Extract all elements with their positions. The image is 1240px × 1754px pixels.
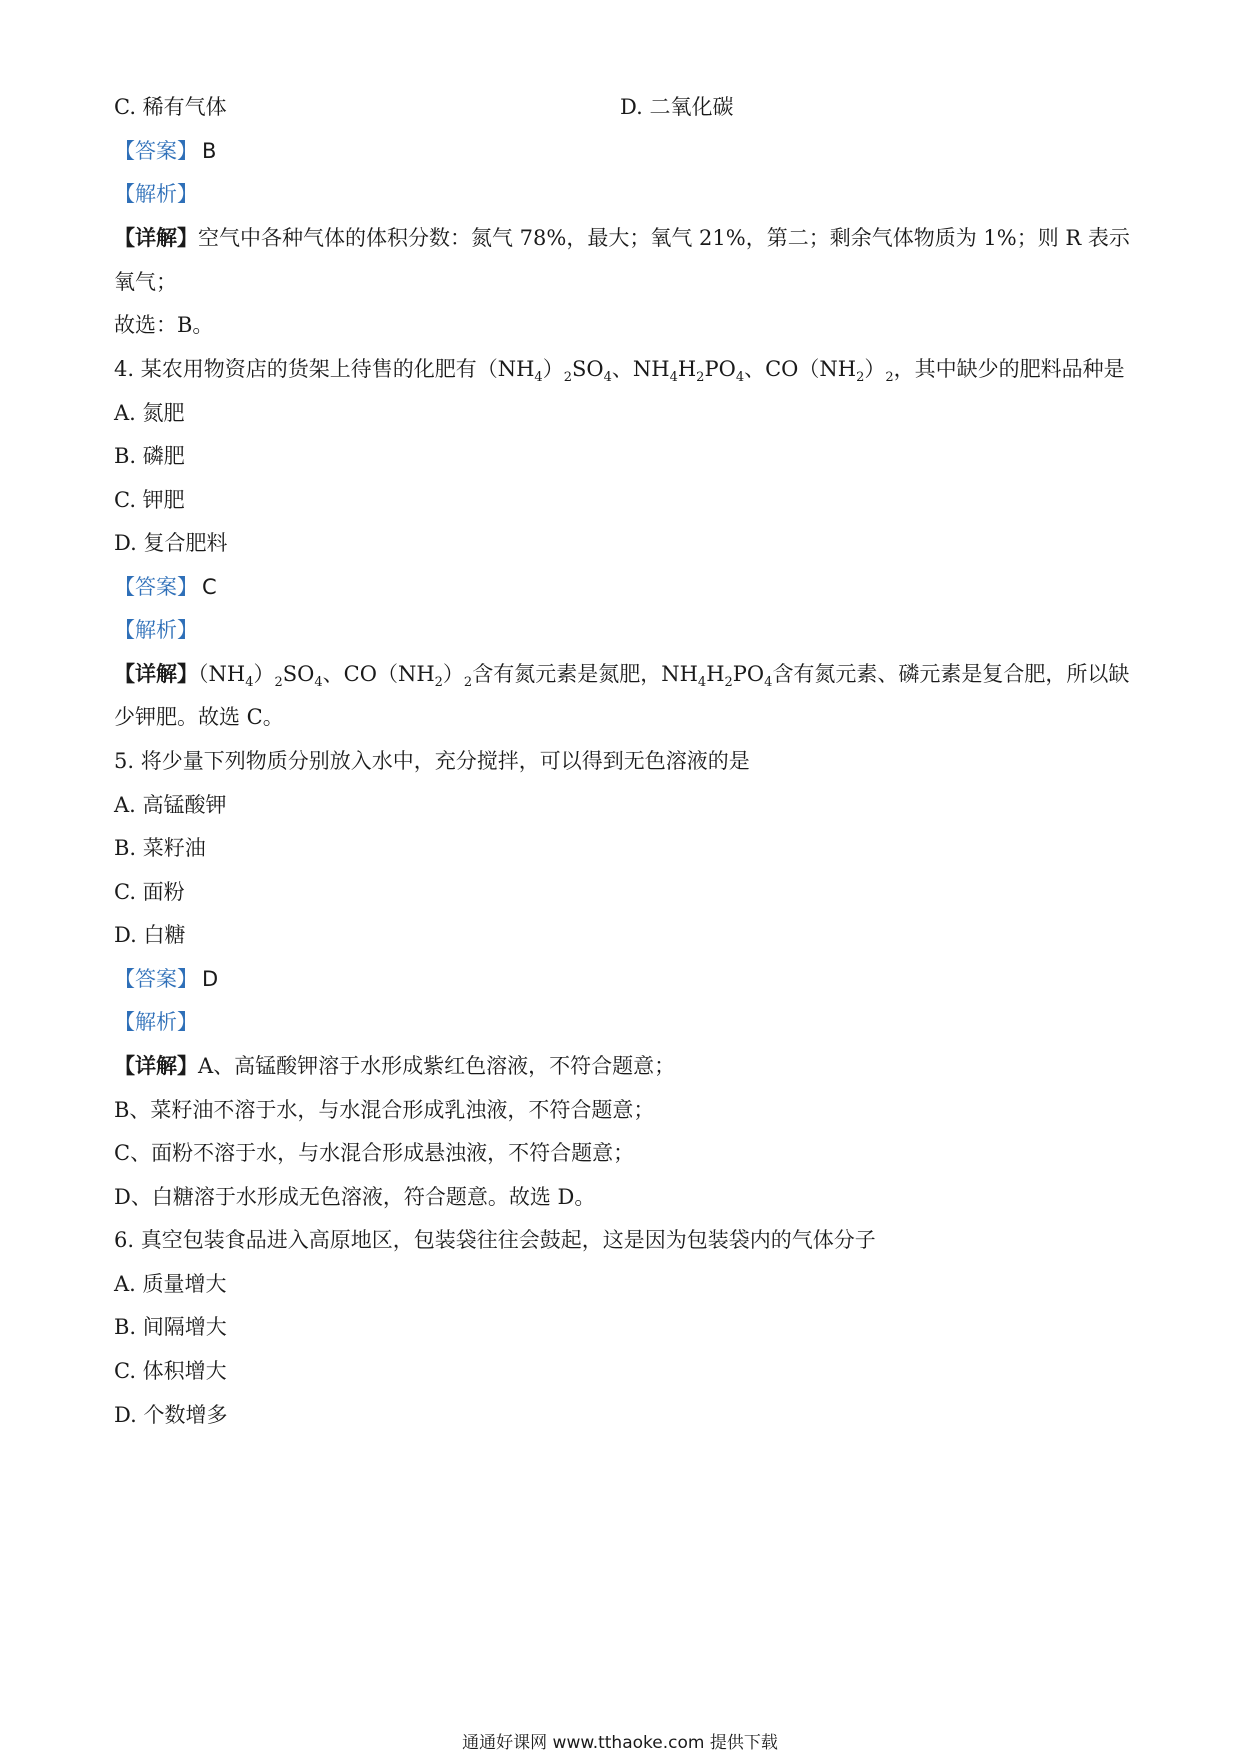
subscript: 4: [697, 675, 707, 691]
answer-tag: 【答案】: [114, 575, 198, 599]
detail-text: 、CO（NH: [322, 662, 435, 686]
q3-option-d: D. 二氧化碳: [620, 95, 734, 119]
detail-text: PO: [732, 662, 765, 686]
q6-option-d: D. 个数增多: [114, 1403, 228, 1427]
q4-option-a: A. 氮肥: [114, 401, 185, 425]
q4-option-b: B. 磷肥: [114, 444, 185, 468]
q3-answer: [114, 137, 216, 165]
page-footer: 通通好课网 www.tthaoke.com 提供下载: [462, 1733, 778, 1753]
stem-text: 、NH: [611, 357, 670, 381]
q5-detail-line-2: B、菜籽油不溶于水，与水混合形成乳浊液，不符合题意；: [114, 1098, 655, 1122]
detail-text: ）: [442, 662, 464, 686]
q3-detail-line-1: [114, 224, 1130, 252]
q3-option-c: C. 稀有气体: [114, 95, 227, 119]
analysis-tag: 【解析】: [114, 1010, 198, 1034]
q4-analysis-tag: [114, 616, 198, 644]
detail-text: ）: [253, 662, 275, 686]
detail-text: H: [706, 662, 725, 686]
q4-option-c: C. 钾肥: [114, 488, 185, 512]
subscript: 2: [724, 675, 733, 691]
q5-option-c: C. 面粉: [114, 880, 185, 904]
subscript: 2: [856, 370, 865, 386]
subscript: 2: [696, 370, 705, 386]
q5-option-a: A. 高锰酸钾: [114, 793, 227, 817]
subscript: 2: [463, 675, 473, 691]
detail-text: 含有氮元素、磷元素是复合肥，所以缺: [772, 662, 1130, 686]
subscript: 4: [735, 370, 745, 386]
detail-tag: 【详解】: [114, 1054, 198, 1078]
answer-tag: 【答案】: [114, 139, 198, 163]
subscript: 4: [534, 370, 543, 386]
q5-option-b: B. 菜籽油: [114, 836, 206, 860]
stem-text: SO: [571, 357, 604, 381]
subscript: 4: [764, 675, 773, 691]
subscript: 2: [885, 370, 894, 386]
q5-detail-line-1: [114, 1052, 675, 1080]
stem-text: H: [677, 357, 697, 381]
q4-stem: [114, 355, 1125, 386]
answer-value: D: [202, 967, 219, 991]
answer-value: C: [202, 575, 217, 599]
q5-answer: [114, 965, 218, 993]
analysis-tag: 【解析】: [114, 618, 198, 642]
subscript: 4: [314, 675, 323, 691]
q6-option-a: A. 质量增大: [114, 1272, 227, 1296]
q5-stem: 5. 将少量下列物质分别放入水中，充分搅拌，可以得到无色溶液的是: [114, 749, 750, 773]
detail-text: （NH: [198, 662, 246, 686]
subscript: 2: [434, 675, 443, 691]
detail-tag: 【详解】: [114, 226, 198, 250]
detail-tag: 【详解】: [114, 662, 198, 686]
subscript: 4: [603, 370, 612, 386]
q4-detail-line-1: [114, 660, 1130, 691]
answer-tag: 【答案】: [114, 967, 198, 991]
analysis-tag: 【解析】: [114, 182, 198, 206]
stem-text: 、CO（NH: [744, 357, 857, 381]
detail-text: 空气中各种气体的体积分数：氮气 78%，最大；氧气 21%，第二；剩余气体物质为 1%；则 R 表示: [198, 226, 1130, 250]
stem-text: 4. 某农用物资店的货架上待售的化肥有（NH: [114, 357, 535, 381]
stem-text: ）: [864, 357, 886, 381]
detail-text: 含有氮元素是氮肥，NH: [472, 662, 698, 686]
detail-text: SO: [282, 662, 315, 686]
stem-text: PO: [704, 357, 736, 381]
subscript: 4: [245, 675, 254, 691]
stem-text: ）: [542, 357, 564, 381]
subscript: 2: [274, 675, 283, 691]
q3-detail-line-2: 氧气；: [114, 270, 177, 294]
answer-value: B: [202, 139, 217, 163]
subscript: 4: [669, 370, 678, 386]
q3-conclusion: 故选：B。: [114, 313, 214, 337]
q6-stem: 6. 真空包装食品进入高原地区，包装袋往往会鼓起，这是因为包装袋内的气体分子: [114, 1228, 876, 1252]
q6-option-c: C. 体积增大: [114, 1359, 227, 1383]
subscript: 2: [563, 370, 572, 386]
q5-analysis-tag: [114, 1008, 198, 1036]
q3-analysis-tag: [114, 180, 198, 208]
q5-detail-line-3: C、面粉不溶于水，与水混合形成悬浊液，不符合题意；: [114, 1141, 635, 1165]
q4-answer: [114, 573, 217, 601]
q6-option-b: B. 间隔增大: [114, 1315, 227, 1339]
q5-detail-line-4: D、白糖溶于水形成无色溶液，符合题意。故选 D。: [114, 1185, 596, 1209]
q4-detail-line-2: 少钾肥。故选 C。: [114, 705, 284, 729]
q5-option-d: D. 白糖: [114, 923, 186, 947]
stem-text: ，其中缺少的肥料品种是: [893, 357, 1125, 381]
detail-text: A、高锰酸钾溶于水形成紫红色溶液，不符合题意；: [198, 1054, 676, 1078]
q4-option-d: D. 复合肥料: [114, 531, 228, 555]
